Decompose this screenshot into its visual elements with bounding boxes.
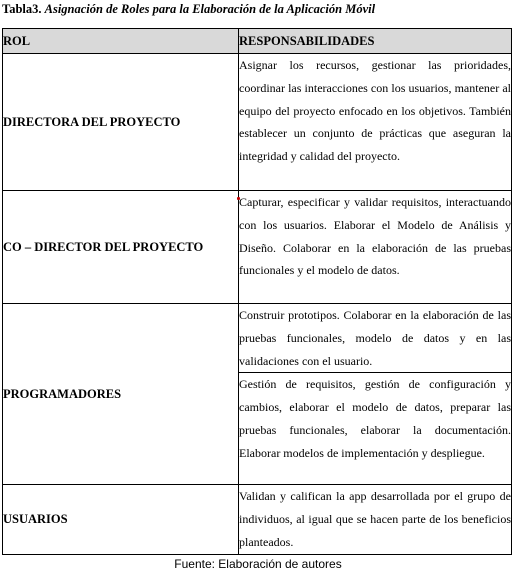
responsibility-cell: Asignar los recursos, gestionar las prioridades, coordinar las interacciones con los usuarios, mantener al equipo del proyecto enfocado en los objetivos. También establecer un conjunto de prácticas que aseguran la integridad y calidad del proyecto. (239, 54, 512, 191)
responsibility-text: Capturar, especificar y validar requisitos, interactuando con los usuarios. Elaborar el Modelo de Análisis y Diseño. Colaborar en la elaboración de las pruebas funcionales y el modelo de datos. (239, 195, 511, 278)
table-header-row (3, 29, 512, 54)
column-header-rol: ROL (3, 29, 239, 54)
responsibility-cell: Construir prototipos. Colaborar en la elaboración de las pruebas funcionales, modelo de datos y en las validaciones con el usuario. (239, 304, 512, 373)
column-header-responsabilidades: RESPONSABILIDADES (239, 29, 512, 54)
responsibility-cell: Gestión de requisitos, gestión de configuración y cambios, elaborar el modelo de datos, preparar las pruebas funcionales, elaborar la documentación. Elaborar modelos de implementación y despliegue. (239, 373, 512, 485)
table-row (3, 54, 512, 191)
roles-table (2, 28, 512, 555)
table-row (3, 485, 512, 554)
role-cell: DIRECTORA DEL PROYECTO (3, 54, 239, 191)
caption-number: Tabla3. (2, 2, 42, 16)
caption-title: Asignación de Roles para la Elaboración de la Aplicación Móvil (44, 2, 376, 16)
role-cell: CO – DIRECTOR DEL PROYECTO (3, 191, 239, 304)
source-note: Fuente: Elaboración de autores (174, 557, 342, 571)
responsibility-cell (239, 191, 512, 304)
table-caption (2, 2, 375, 17)
role-cell: USUARIOS (3, 485, 239, 554)
table-row (3, 304, 512, 373)
responsibility-cell: Validan y califican la app desarrollada por el grupo de individuos, al igual que se hacen parte de los beneficios planteados. (239, 485, 512, 554)
role-cell: PROGRAMADORES (3, 304, 239, 485)
table-row (3, 191, 512, 304)
